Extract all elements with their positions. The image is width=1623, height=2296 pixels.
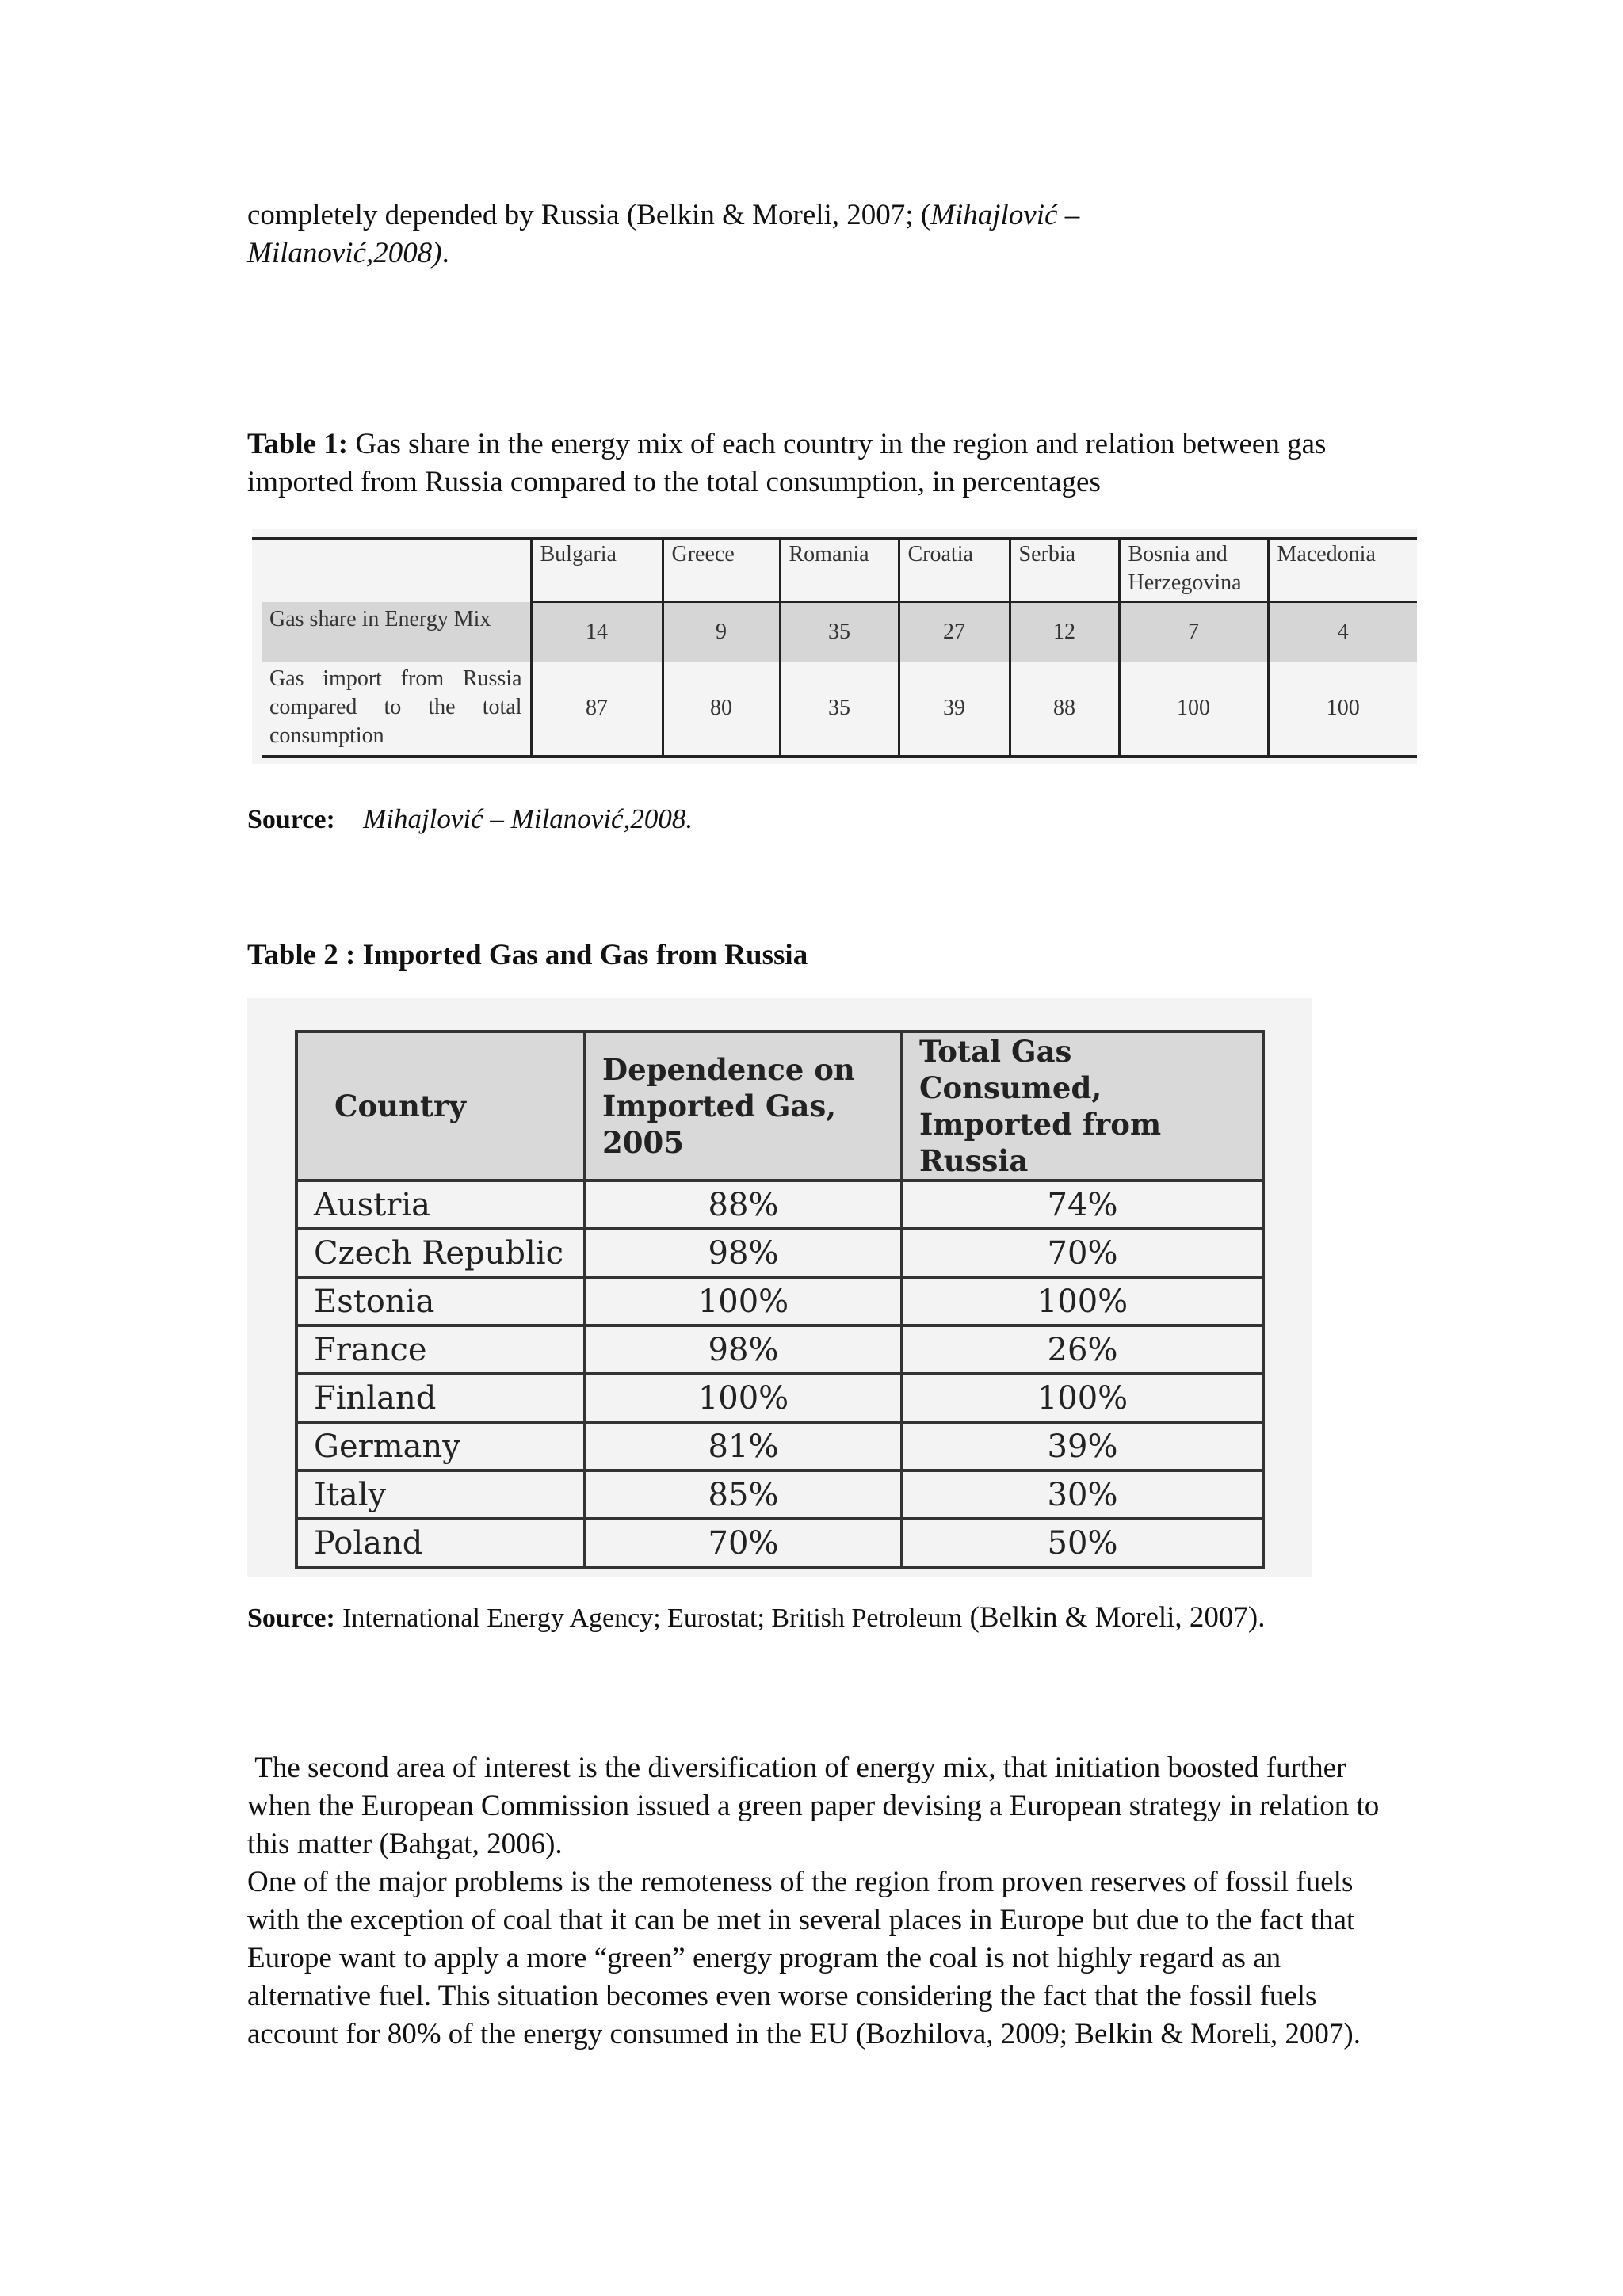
table2-cell: 74% (902, 1180, 1263, 1229)
table2-caption: Table 2 : Imported Gas and Gas from Russia (247, 939, 808, 971)
table2-cell: 98% (585, 1229, 902, 1277)
table2-header-cell: Country (296, 1032, 585, 1180)
table1-caption (247, 425, 1396, 502)
table1-top-rule (252, 537, 1417, 540)
intro-citation-italic: Mihajlović – (930, 199, 1080, 231)
intro-period: . (441, 237, 449, 269)
table2-cell: 70% (902, 1229, 1263, 1277)
table1-header-cell: Bulgaria (531, 537, 663, 602)
table2-header-cell: Total Gas Consumed, Imported from Russia (902, 1032, 1263, 1180)
table2-scan (247, 998, 1312, 1577)
table-row (296, 1229, 1263, 1277)
table2-country: France (296, 1325, 585, 1374)
table2-cell: 39% (902, 1422, 1263, 1470)
table2-cell: 100% (585, 1374, 902, 1422)
table2-cell: 50% (902, 1519, 1263, 1567)
table-row (262, 662, 1417, 757)
table-row (296, 1374, 1263, 1422)
table2-cell: 70% (585, 1519, 902, 1567)
table1-cell: 39 (899, 662, 1010, 757)
table2-source-text: International Energy Agency; Eurostat; British Petroleum (342, 1604, 963, 1633)
table2-country: Italy (296, 1470, 585, 1519)
table1-header-cell: Macedonia (1268, 537, 1417, 602)
table2-cell: 30% (902, 1470, 1263, 1519)
table1-caption-label: Table 1: (247, 428, 349, 460)
table1-cell: 100 (1268, 662, 1417, 757)
table-row (262, 602, 1417, 662)
table1-source (247, 800, 693, 839)
table1-row-label: Gas share in Energy Mix (262, 602, 531, 662)
table2-source-label: Source: (247, 1604, 335, 1633)
table1-source-label: Source: (247, 805, 335, 834)
table1-cell: 35 (780, 602, 899, 662)
table1-cell: 100 (1119, 662, 1268, 757)
table1-cell: 88 (1010, 662, 1119, 757)
table1-row-label: Gas import from Russia compared to the total consumption (262, 662, 531, 757)
intro-paragraph (247, 196, 1396, 273)
table-row (296, 1277, 1263, 1325)
table2-header-cell: Dependence on Imported Gas, 2005 (585, 1032, 902, 1180)
table2-source-ref: (Belkin & Moreli, 2007). (969, 1601, 1266, 1634)
table2-country: Germany (296, 1422, 585, 1470)
table1-cell: 14 (531, 602, 663, 662)
table-row (296, 1422, 1263, 1470)
table1-cell: 7 (1119, 602, 1268, 662)
table-row (296, 1519, 1263, 1567)
table2-country: Czech Republic (296, 1229, 585, 1277)
table2-country: Austria (296, 1180, 585, 1229)
table1-caption-text: Gas share in the energy mix of each country in the region and relation between gas imported from Russia compared to the total consumption, in percentages (247, 428, 1327, 498)
table2-header-row (296, 1032, 1263, 1180)
body-paragraph-1: The second area of interest is the diversification of energy mix, that initiation boosted further when the European Commission issued a green paper devising a European strategy in relation to this matter (Bahgat, 2006). (247, 1752, 1387, 1860)
table2-cell: 81% (585, 1422, 902, 1470)
table1-header-cell (262, 537, 531, 602)
intro-text: completely depended by Russia (Belkin & Moreli, 2007; ( (247, 199, 931, 231)
table2-cell: 100% (902, 1374, 1263, 1422)
table1-header-cell: Romania (780, 537, 899, 602)
table2-country: Estonia (296, 1277, 585, 1325)
table1-cell: 80 (663, 662, 780, 757)
table1-cell: 4 (1268, 602, 1417, 662)
table2 (295, 1030, 1265, 1569)
table1-header-cell: Bosnia and Herzegovina (1119, 537, 1268, 602)
table1-cell: 12 (1010, 602, 1119, 662)
table-row (296, 1470, 1263, 1519)
table2-cell: 88% (585, 1180, 902, 1229)
table-row (296, 1180, 1263, 1229)
table2-cell: 98% (585, 1325, 902, 1374)
table2-country: Finland (296, 1374, 585, 1422)
table1-cell: 87 (531, 662, 663, 757)
table1-header-row (262, 537, 1417, 602)
body-paragraph-2: One of the major problems is the remoteness of the region from proven reserves of fossil fuels with the exception of coal that it can be met in several places in Europe but due to the fact that Europe want to apply a more “green” energy program the coal is not highly regard as an alternative fuel. This situation becomes even worse considering the fact that the fossil fuels account for 80% of the energy consumed in the EU (Bozhilova, 2009; Belkin & Moreli, 2007). (247, 1866, 1361, 2050)
table1-header-cell: Serbia (1010, 537, 1119, 602)
table2-source (247, 1599, 1396, 1638)
table2-cell: 26% (902, 1325, 1263, 1374)
table1 (262, 537, 1417, 758)
table1-header-cell: Greece (663, 537, 780, 602)
intro-citation-italic-2: Milanović,2008) (247, 237, 442, 269)
table2-cell: 100% (902, 1277, 1263, 1325)
table1-source-text: Mihajlović – Milanović,2008. (363, 803, 693, 834)
table1-cell: 27 (899, 602, 1010, 662)
table1-header-cell: Croatia (899, 537, 1010, 602)
table1-cell: 35 (780, 662, 899, 757)
table2-country: Poland (296, 1519, 585, 1567)
table1-cell: 9 (663, 602, 780, 662)
table1-scan (252, 529, 1417, 764)
table-row (296, 1325, 1263, 1374)
table2-cell: 100% (585, 1277, 902, 1325)
table2-cell: 85% (585, 1470, 902, 1519)
